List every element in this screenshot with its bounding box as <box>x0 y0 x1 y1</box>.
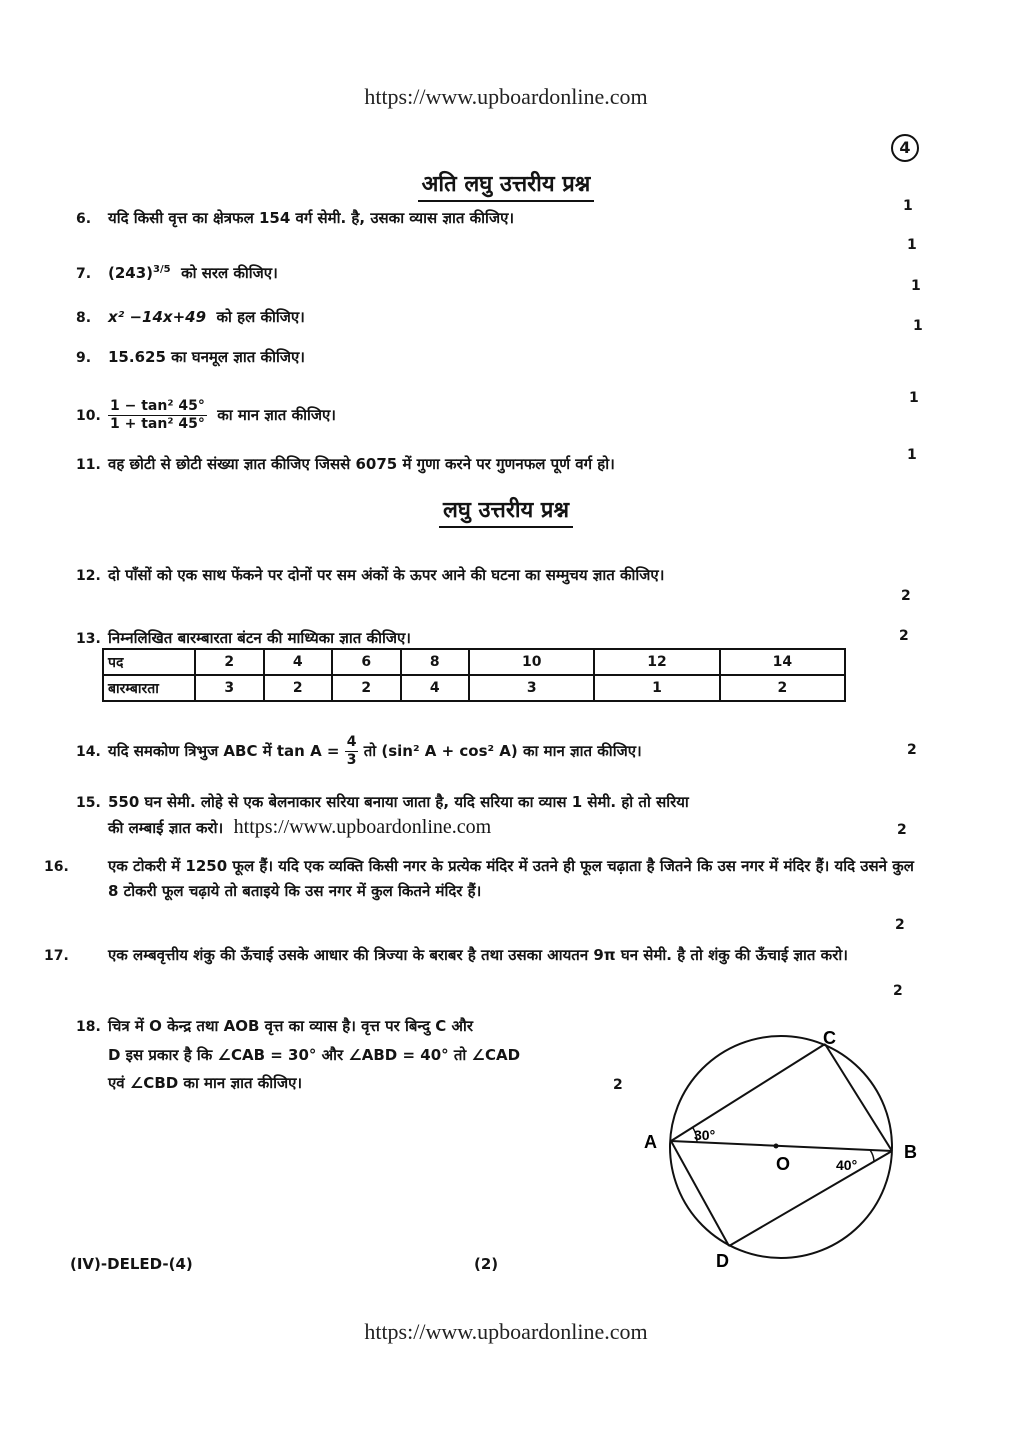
marks-18: 2 <box>613 1077 623 1093</box>
angle-label-30: 30° <box>694 1127 716 1143</box>
marks-8: 1 <box>911 278 921 294</box>
fraction-numerator: 1 − tan² 45° <box>110 398 205 414</box>
marks-13: 2 <box>899 628 909 644</box>
footer-url: https://www.upboardonline.com <box>364 1319 648 1344</box>
footer-page-number: (2) <box>474 1255 499 1273</box>
marks-10: 1 <box>909 390 919 406</box>
table-row-label: पद <box>103 649 195 675</box>
table-cell: 6 <box>332 649 401 675</box>
question-text: यदि किसी वृत्त का क्षेत्रफल 154 वर्ग सेमी. है, उसका व्यास ज्ञात कीजिए। <box>108 209 515 227</box>
header-url: https://www.upboardonline.com <box>364 84 648 109</box>
marks-11: 1 <box>907 447 917 463</box>
marks-17: 2 <box>893 983 903 999</box>
section-title-short <box>0 494 1012 524</box>
angle-arc-B <box>870 1150 874 1161</box>
math-expression: (243) <box>108 264 154 282</box>
question-number: 16. <box>44 859 69 875</box>
fraction-numerator: 4 <box>346 734 357 750</box>
question-number: 11. <box>76 457 101 473</box>
question-text: को हल कीजिए। <box>216 308 305 326</box>
frequency-table <box>102 648 846 702</box>
question-text: एक लम्बवृत्तीय शंकु की ऊँचाई उसके आधार की त्रिज्या के बराबर है तथा उसका आयतन 9π घन सेमी. है तो शंकु की ऊँचाई ज्ञात करो। <box>108 946 848 964</box>
question-text: यदि समकोण त्रिभुज ABC में tan A = <box>108 742 340 760</box>
angle-label-40: 40° <box>836 1157 858 1173</box>
question-number: 10. <box>76 408 101 424</box>
question-15 <box>76 790 689 840</box>
table-row <box>103 675 845 701</box>
question-14 <box>76 734 642 769</box>
question-text: को सरल कीजिए। <box>181 264 278 282</box>
question-text: की लम्बाई ज्ञात करो। <box>108 819 224 837</box>
circle <box>670 1036 892 1258</box>
circle-figure <box>630 1020 930 1280</box>
question-text: 15.625 का घनमूल ज्ञात कीजिए। <box>108 348 305 366</box>
question-text: एवं ∠CBD का मान ज्ञात कीजिए। <box>108 1074 303 1092</box>
question-text: वह छोटी से छोटी संख्या ज्ञात कीजिए जिससे 6075 में गुणा करने पर गुणनफल पूर्ण वर्ग हो। <box>108 455 615 473</box>
table-cell: 3 <box>469 675 594 701</box>
question-11 <box>76 452 615 477</box>
fraction <box>108 398 207 433</box>
question-12 <box>76 563 916 588</box>
question-number: 7. <box>76 266 92 282</box>
question-number: 9. <box>76 350 92 366</box>
chord-DB <box>729 1151 892 1246</box>
question-text: D इस प्रकार है कि ∠CAB = 30° और ∠ABD = 40° तो ∠CAD <box>108 1046 521 1064</box>
question-number: 12. <box>76 568 101 584</box>
section-title-very-short-text: अति लघु उत्तरीय प्रश्न <box>418 172 595 202</box>
question-text: चित्र में O केन्द्र तथा AOB वृत्त का व्यास है। वृत्त पर बिन्दु C और <box>108 1017 473 1035</box>
center-point <box>774 1144 779 1149</box>
question-text: तो (sin² A + cos² A) का मान ज्ञात कीजिए। <box>363 742 642 760</box>
table-cell: 1 <box>594 675 719 701</box>
math-expression: x² −14x+49 <box>108 308 207 326</box>
question-number: 14. <box>76 744 101 760</box>
table-cell: 12 <box>594 649 719 675</box>
question-text: का मान ज्ञात कीजिए। <box>217 406 336 424</box>
label-A: A <box>644 1132 657 1152</box>
section-title-very-short <box>0 168 1012 198</box>
table-cell: 2 <box>720 675 845 701</box>
question-10 <box>76 398 336 433</box>
question-8 <box>76 305 305 330</box>
table-cell: 2 <box>264 675 333 701</box>
table-row <box>103 649 845 675</box>
question-text: निम्नलिखित बारम्बारता बंटन की माध्यिका ज्ञात कीजिए। <box>108 629 411 647</box>
question-text: एक टोकरी में 1250 फूल हैं। यदि एक व्यक्ति किसी नगर के प्रत्येक मंदिर में उतने ही फूल चढ़ाता है जितने कि उस नगर में मंदिर हैं। यदि उसने कुल 8 टोकरी फूल चढ़ाये तो बताइये कि उस नगर में कुल कितने मंदिर हैं। <box>108 857 914 900</box>
question-18 <box>76 1012 520 1097</box>
question-6 <box>76 206 514 231</box>
marks-6: 1 <box>903 198 913 214</box>
table-cell: 3 <box>195 675 264 701</box>
marks-15: 2 <box>897 822 907 838</box>
table-cell: 14 <box>720 649 845 675</box>
marks-16: 2 <box>895 917 905 933</box>
question-number: 18. <box>76 1019 101 1035</box>
page-badge: 4 <box>891 134 919 162</box>
inline-url: https://www.upboardonline.com <box>233 816 492 838</box>
marks-14: 2 <box>907 742 917 758</box>
section-title-short-text: लघु उत्तरीय प्रश्न <box>439 498 573 528</box>
label-D: D <box>716 1251 729 1271</box>
question-number: 17. <box>44 948 69 964</box>
table-cell: 4 <box>264 649 333 675</box>
question-text: 550 घन सेमी. लोहे से एक बेलनाकार सरिया बनाया जाता है, यदि सरिया का व्यास 1 सेमी. हो तो सरिया <box>108 793 689 811</box>
label-O: O <box>776 1154 791 1174</box>
table-row-label: बारम्बारता <box>103 675 195 701</box>
question-number: 15. <box>76 795 101 811</box>
marks-12: 2 <box>901 588 911 604</box>
question-16 <box>44 854 916 903</box>
table-cell: 2 <box>195 649 264 675</box>
question-number: 13. <box>76 631 101 647</box>
table-cell: 4 <box>401 675 470 701</box>
question-number: 8. <box>76 310 92 326</box>
exponent: 3/5 <box>153 264 171 275</box>
table-cell: 8 <box>401 649 470 675</box>
table-cell: 2 <box>332 675 401 701</box>
question-number: 6. <box>76 211 92 227</box>
label-B: B <box>904 1142 917 1162</box>
fraction-denominator: 3 <box>346 752 357 768</box>
table-cell: 10 <box>469 649 594 675</box>
marks-7: 1 <box>907 237 917 253</box>
footer-code: (IV)-DELED-(4) <box>70 1255 193 1273</box>
fraction-denominator: 1 + tan² 45° <box>110 416 205 432</box>
question-7 <box>76 258 278 286</box>
question-text: दो पाँसों को एक साथ फेंकने पर दोनों पर सम अंकों के ऊपर आने की घटना का सम्मुचय ज्ञात कीजिए। <box>108 566 665 584</box>
question-17 <box>44 943 916 968</box>
label-C: C <box>823 1028 836 1048</box>
question-9 <box>76 345 305 370</box>
chord-CB <box>825 1044 892 1151</box>
marks-9: 1 <box>913 318 923 334</box>
fraction <box>345 734 359 769</box>
